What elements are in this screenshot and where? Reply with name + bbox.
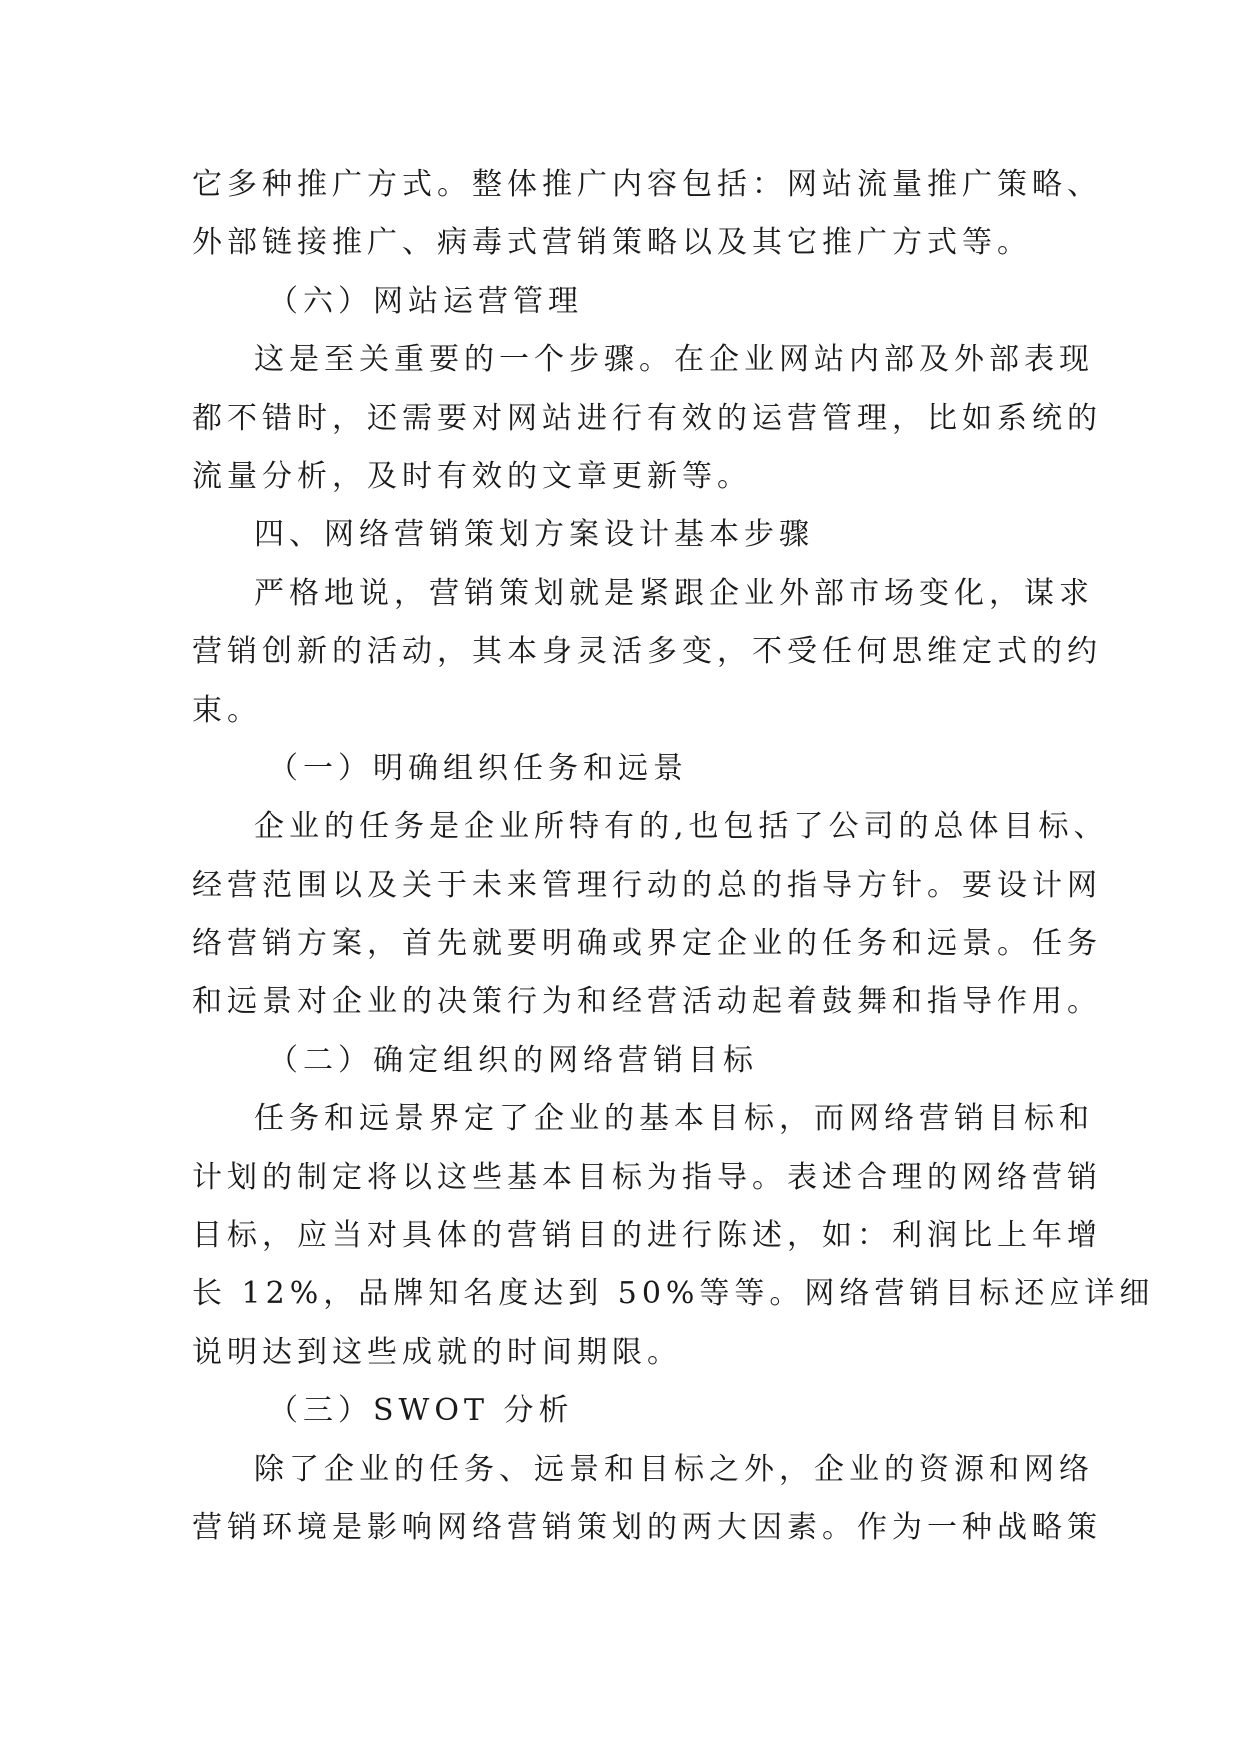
paragraph-line: 束。	[192, 692, 262, 728]
paragraph-line: 流量分析，及时有效的文章更新等。	[192, 458, 752, 494]
document-body	[192, 156, 1155, 1557]
paragraph-line: 严格地说，营销策划就是紧跟企业外部市场变化，谋求	[254, 575, 1094, 611]
paragraph-line: 目标，应当对具体的营销目的进行陈述，如：利润比上年增	[192, 1218, 1102, 1254]
chapter-heading: 四、网络营销策划方案设计基本步骤	[254, 517, 814, 553]
paragraph-line: 经营范围以及关于未来管理行动的总的指导方针。要设计网	[192, 867, 1102, 903]
section-heading: （二）确定组织的网络营销目标	[268, 1042, 758, 1078]
paragraph-line: 营销环境是影响网络营销策划的两大因素。作为一种战略策	[192, 1509, 1102, 1545]
section-heading: （六）网站运营管理	[268, 283, 583, 319]
paragraph-line: 络营销方案，首先就要明确或界定企业的任务和远景。任务	[192, 926, 1102, 962]
section-heading: （三）SWOT 分析	[268, 1393, 574, 1429]
paragraph-line: 计划的制定将以这些基本目标为指导。表述合理的网络营销	[192, 1159, 1102, 1195]
paragraph-line: 营销创新的活动，其本身灵活多变，不受任何思维定式的约	[192, 634, 1102, 670]
paragraph-line: 它多种推广方式。整体推广内容包括：网站流量推广策略、	[192, 167, 1102, 202]
paragraph-line: 任务和远景界定了企业的基本目标，而网络营销目标和	[254, 1101, 1094, 1137]
paragraph-line: 外部链接推广、病毒式营销策略以及其它推广方式等。	[192, 225, 1032, 261]
paragraph-line: 长 12%，品牌知名度达到 50%等等。网络营销目标还应详细	[192, 1276, 1155, 1312]
paragraph-line: 企业的任务是企业所特有的,也包括了公司的总体目标、	[254, 809, 1109, 845]
paragraph-line: 都不错时，还需要对网站进行有效的运营管理，比如系统的	[192, 400, 1102, 436]
paragraph-line: 说明达到这些成就的时间期限。	[192, 1334, 682, 1370]
paragraph-line: 和远景对企业的决策行为和经营活动起着鼓舞和指导作用。	[192, 984, 1102, 1020]
paragraph-line: 这是至关重要的一个步骤。在企业网站内部及外部表现	[254, 342, 1094, 378]
section-heading: （一）明确组织任务和远景	[268, 750, 688, 786]
paragraph-line: 除了企业的任务、远景和目标之外，企业的资源和网络	[254, 1451, 1094, 1487]
